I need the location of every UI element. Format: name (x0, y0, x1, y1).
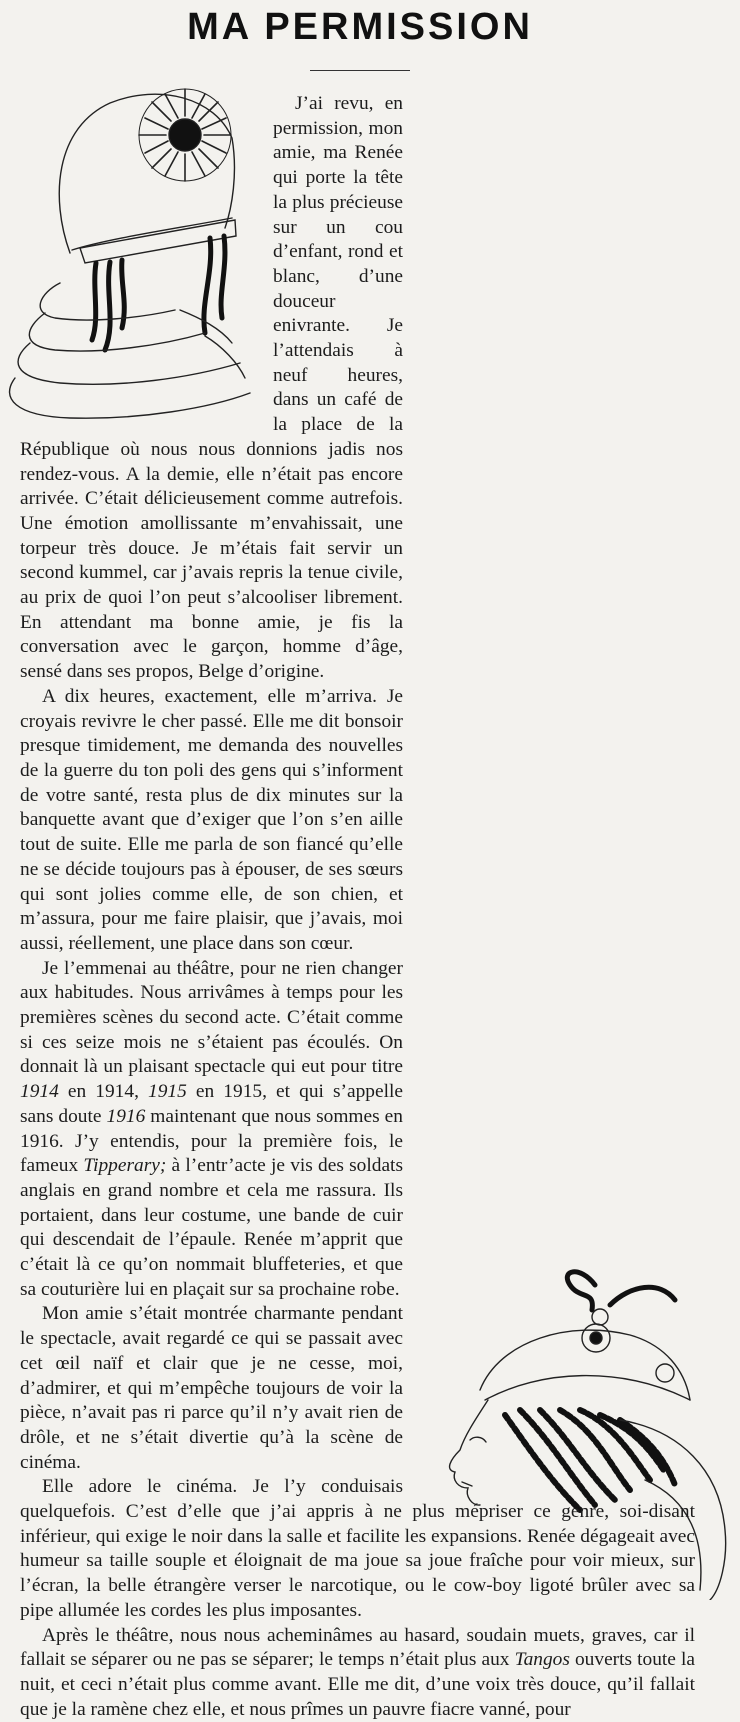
paragraph-text: Après le théâtre, nous nous acheminâmes au hasard, soudain muets, graves, car il fallait se séparer ou ne pas se séparer; le temps n’était plus aux (20, 1624, 695, 1671)
paragraph: J’ai revu, en permission, mon amie, ma Renée qui porte la tête la plus précieuse sur un cou d’enfant, rond et blanc, d’une douceur enivrante. Je l’attendais à neuf heures, dans un café de la place de la République où nous nous donnions jadis nos rendez-vous. A la demie, elle n’était pas encore arrivée. C’était délicieusement comme autrefois. Une émotion amollissante m’envahissait, une torpeur très douce. Je m’étais fait servir un second kummel, car j’avais repris la tenue civile, au prix de quoi l’on peut s’alcooliser librement. En attendant ma bonne amie, je fis la conversation avec le garçon, homme d’âge, sensé dans ses propos, Belge d’origine. (20, 93, 403, 683)
italic-title: Tipperary; (83, 1155, 167, 1177)
italic-title: 1916 (106, 1105, 146, 1127)
paragraph-text: en 1915, et qui s’appelle sans doute (20, 1081, 403, 1127)
paragraph-text: maintenant que nous sommes en 1916. J’y entendis, pour la première fois, le fameux (20, 1105, 403, 1177)
italic-title: Tangos (514, 1649, 570, 1671)
article-title: MA PERMISSION (187, 6, 533, 48)
italic-title: 1914 (20, 1081, 59, 1103)
paragraph-text: Je l’emmenai au théâtre, pour ne rien changer aux habitudes. Nous arrivâmes à temps pour les premières scènes du second acte. C’était comme si ces seize mois ne s’étaient pas écoulés. On donnait là un plaisant spectacle qui eut pour titre (20, 957, 403, 1078)
paragraph-text: en 1914, (58, 1081, 149, 1103)
paragraph (20, 1624, 695, 1722)
italic-title: 1915 (148, 1081, 187, 1103)
paragraph: Elle adore le cinéma. Je l’y conduisais quelquefois. C’est d’elle que j’ai appris à ne plus mépriser ce genre, soi-disant inférieur, qui exige le noir dans la salle et facilite les expansions. Renée dégageait avec humeur sa taille souple et éloignait de ma joue sa joue fraîche pour voir mieux, sur l’écran, la belle étrangère verser le narcotique, ou le cow-boy ligoté brûler avec sa pipe allumée les cordes les plus imposantes. (20, 1476, 695, 1621)
paragraph-text: ouverts toute la nuit, et ceci n’était plus comme avant. Elle me dit, d’une voix très douce, qu’il fallait que je la ramène chez elle, et nous prîmes un pauvre fiacre vanné, pour (20, 1649, 695, 1720)
title-divider (310, 70, 410, 71)
paragraph-text: à l’entr’acte je vis des soldats anglais en grand nombre et cela me rassura. Ils portaient, dans leur costume, une bande de cuir qui descendait de l’épaule. Renée m’apprit que c’était là ce qu’on nommait bluffeteries, et que sa couturière lui en plaçait sur sa prochaine robe. (20, 1155, 403, 1300)
article-body (20, 92, 695, 1722)
paragraph: Mon amie s’était montrée charmante pendant le spectacle, avait regardé ce qui se passait avec cet œil naïf et clair que je ne cesse, moi, d’admirer, et qui m’empêche toujours de voir la pièce, n’avait pas ri parce qu’il n’y avait rien de drôle, et ne s’était divertie qu’à la scène de cinéma. (20, 1303, 403, 1473)
paragraph: A dix heures, exactement, elle m’arriva. Je croyais revivre le cher passé. Elle me dit bonsoir presque timidement, me demanda des nouvelles de la guerre du ton poli des gens qui s’informent de votre santé, resta plus de dix minutes sur la banquette avant que d’exiger que l’on s’en aille tout de suite. Elle me parla de son fiancé qu’elle ne se décide toujours pas à épouser, de ses sœurs qui sont jolies comme elle, de son chien, et m’assura, pour me faire plaisir, que j’avais, moi aussi, réellement, une place dans son cœur. (20, 685, 403, 954)
